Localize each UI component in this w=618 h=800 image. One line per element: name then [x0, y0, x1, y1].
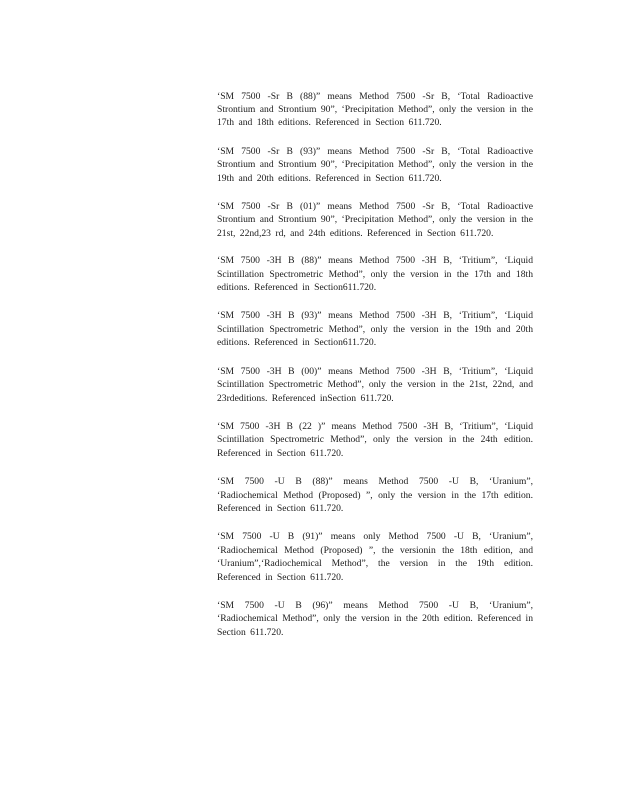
definition-list — [217, 80, 533, 654]
definition-sm-7500-sr-b-93: ‘SM 7500 -Sr B (93)” means Method 7500 -Sr B, ‘Total Radioactive Strontium and Strontium 90”, ‘Precipitation Method”, only the version in the 19th and 20th editions. Referenced in Section 611.720. — [217, 145, 533, 184]
definition-sm-7500-sr-b-88: ‘SM 7500 -Sr B (88)” means Method 7500 -Sr B, ‘Total Radioactive Strontium and Strontium 90”, ‘Precipitation Method”, only the version in the 17th and 18th editions. Referenced in Section 611.720. — [217, 90, 533, 129]
definition-sm-7500-3h-b-22: ‘SM 7500 -3H B (22 )” means Method 7500 -3H B, ‘Tritium”, ‘Liquid Scintillation Spectrometric Method”, only the version in the 24th edition. Referenced in Section 611.720. — [217, 420, 533, 459]
definition-sm-7500-3h-b-93: ‘SM 7500 -3H B (93)” means Method 7500 -3H B, ‘Tritium”, ‘Liquid Scintillation Spectrometric Method”, only the version in the 19th and 20th editions. Referenced in Section611.720. — [217, 310, 533, 349]
definition-sm-7500-u-b-91: ‘SM 7500 -U B (91)” means only Method 7500 -U B, ‘Uranium”, ‘Radiochemical Method (Proposed) ”, the versionin the 18th edition, and ‘Uranium”,‘Radiochemical Method”, the version in the 19th edition. Referenced in Section 611.720. — [217, 531, 533, 583]
definition-sm-7500-sr-b-01: ‘SM 7500 -Sr B (01)” means Method 7500 -Sr B, ‘Total Radioactive Strontium and Strontium 90”, ‘Precipitation Method”, only the version in the 21st, 22nd,23 rd, and 24th editions. Referenced in Section 611.720. — [217, 201, 533, 239]
definition-sm-7500-3h-b-00: ‘SM 7500 -3H B (00)” means Method 7500 -3H B, ‘Tritium”, ‘Liquid Scintillation Spectrometric Method”, only the version in the 21st, 22nd, and 23rdeditions. Referenced inSection 611.720. — [217, 365, 533, 404]
definition-sm-7500-3h-b-88: ‘SM 7500 -3H B (88)” means Method 7500 -3H B, ‘Tritium”, ‘Liquid Scintillation Spectrometric Method”, only the version in the 17th and 18th editions. Referenced in Section611.720. — [217, 255, 533, 294]
definition-sm-7500-u-b-96: ‘SM 7500 -U B (96)” means Method 7500 -U B, ‘Uranium”, ‘Radiochemical Method”, only the version in the 20th edition. Referenced in Section 611.720. — [217, 599, 533, 638]
definition-sm-7500-u-b-88: ‘SM 7500 -U B (88)” means Method 7500 -U B, ‘Uranium”, ‘Radiochemical Method (Proposed) ”, only the version in the 17th edition. Referenced in Section 611.720. — [217, 476, 533, 514]
